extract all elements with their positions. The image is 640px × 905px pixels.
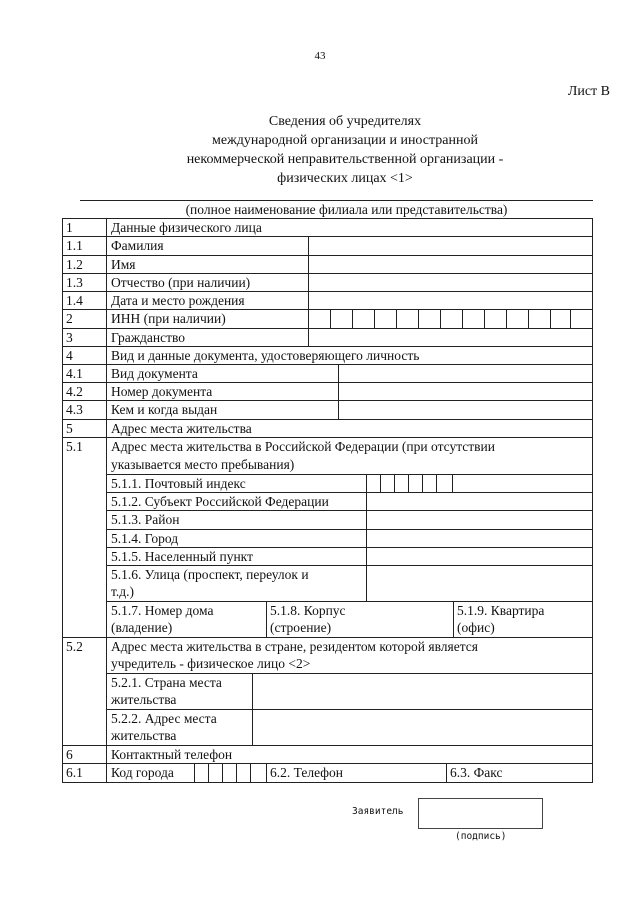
field-label: 6.2. Телефон (270, 765, 343, 780)
field-label: ИНН (при наличии) (111, 311, 226, 326)
field-label: (строение) (270, 620, 332, 635)
field-label: 5.1.3. Район (111, 512, 180, 527)
grid-line (62, 255, 593, 256)
city-code-cell[interactable] (222, 763, 223, 782)
postal-digit-cell[interactable] (422, 474, 423, 492)
grid-line (308, 236, 309, 310)
field-label: Имя (111, 257, 136, 272)
postal-digit-cell[interactable] (452, 474, 453, 492)
field-label: указывается место пребывания) (111, 457, 295, 472)
inn-digit-cell[interactable] (528, 309, 529, 328)
grid-line (266, 763, 267, 783)
grid-line (266, 601, 267, 638)
inn-digit-cell[interactable] (570, 309, 571, 328)
inn-digit-cell[interactable] (418, 309, 419, 328)
field-label: 5.2.1. Страна места (111, 675, 222, 690)
city-code-cell[interactable] (194, 763, 195, 782)
row-number: 6.1 (66, 765, 83, 780)
signature-label: Заявитель (352, 806, 404, 817)
grid-line (446, 763, 447, 783)
grid-line (308, 328, 309, 347)
signature-box[interactable] (418, 798, 543, 829)
field-label: Номер документа (111, 384, 213, 399)
inn-digit-cell[interactable] (462, 309, 463, 328)
city-code-cell[interactable] (208, 763, 209, 782)
row-number: 5.2 (66, 639, 83, 654)
inn-digit-cell[interactable] (440, 309, 441, 328)
field-label: 5.1.2. Субъект Российской Федерации (111, 494, 329, 509)
field-label: 5.1.6. Улица (проспект, переулок и (111, 567, 309, 582)
row-number: 4.1 (66, 366, 83, 381)
field-label: Фамилия (111, 238, 164, 253)
field-label: (офис) (457, 620, 495, 635)
field-label: Дата и место рождения (111, 293, 245, 308)
inn-digit-cell[interactable] (506, 309, 507, 328)
postal-digit-cell[interactable] (408, 474, 409, 492)
inn-digit-cell[interactable] (374, 309, 375, 328)
inn-digit-cell[interactable] (330, 309, 331, 328)
field-label: 5.1.7. Номер дома (111, 603, 214, 618)
postal-digit-cell[interactable] (394, 474, 395, 492)
title-line: некоммерческой неправительственной организации - (186, 152, 504, 167)
grid-line (308, 309, 309, 329)
field-label: Адрес места жительства в стране, резидентом которой является (111, 639, 478, 654)
title-line: международной организации и иностранной (212, 133, 478, 148)
field-label: жительства (111, 728, 177, 743)
grid-line (366, 474, 367, 602)
row-number: 1.4 (66, 293, 83, 308)
field-label: Гражданство (111, 330, 186, 345)
field-label: 5.1.5. Населенный пункт (111, 549, 253, 564)
field-label: Код города (111, 765, 174, 780)
inn-digit-cell[interactable] (352, 309, 353, 328)
field-label: учредитель - физическое лицо <2> (111, 656, 311, 671)
grid-line (62, 782, 593, 783)
form-title (100, 112, 590, 188)
row-number: 4.3 (66, 402, 83, 417)
row-number: 4.2 (66, 384, 83, 399)
inn-digit-cell[interactable] (484, 309, 485, 328)
field-label: Контактный телефон (111, 747, 233, 762)
grid-line (252, 673, 253, 746)
grid-line (62, 218, 63, 783)
field-label: (владение) (111, 620, 173, 635)
field-label: Вид документа (111, 366, 198, 381)
postal-digit-cell[interactable] (380, 474, 381, 492)
title-line: Сведения об учредителях (268, 114, 422, 129)
grid-line (592, 218, 593, 783)
row-number: 6 (66, 747, 73, 762)
grid-line (453, 601, 454, 638)
field-label: 5.2.2. Адрес места (111, 711, 217, 726)
row-number: 1.3 (66, 275, 83, 290)
field-label: т.д.) (111, 584, 134, 599)
field-label: Адрес места жительства в Российской Федерации (при отсутствии (111, 439, 495, 454)
field-label: Отчество (при наличии) (111, 275, 251, 290)
grid-line (106, 529, 593, 530)
row-number: 5 (66, 421, 73, 436)
founder-data-table (62, 218, 593, 810)
field-label: Данные физического лица (111, 220, 262, 235)
field-label: жительства (111, 692, 177, 707)
row-number: 3 (66, 330, 73, 345)
title-line: физических лицах <1> (277, 171, 413, 186)
field-label: Кем и когда выдан (111, 402, 218, 417)
row-number: 2 (66, 311, 73, 326)
row-number: 4 (66, 348, 73, 363)
row-number: 5.1 (66, 439, 83, 454)
row-number: 1.1 (66, 238, 83, 253)
field-label: Вид и данные документа, удостоверяющего личность (111, 348, 420, 363)
postal-digit-cell[interactable] (436, 474, 437, 492)
inn-digit-cell[interactable] (396, 309, 397, 328)
field-label: 6.3. Факс (450, 765, 503, 780)
row-number: 1 (66, 220, 73, 235)
inn-digit-cell[interactable] (550, 309, 551, 328)
field-label: Адрес места жительства (111, 421, 252, 436)
city-code-cell[interactable] (236, 763, 237, 782)
city-code-cell[interactable] (250, 763, 251, 782)
field-label: 5.1.4. Город (111, 531, 179, 546)
field-label: 5.1.8. Корпус (270, 603, 346, 618)
grid-line (338, 364, 339, 420)
organization-name-line[interactable] (80, 200, 593, 201)
row-number: 1.2 (66, 257, 83, 272)
signature-caption: (подпись) (455, 831, 507, 842)
field-label: 5.1.1. Почтовый индекс (111, 476, 246, 491)
grid-line (106, 218, 107, 783)
sheet-label: Лист В (567, 84, 610, 99)
page-number: 43 (314, 50, 326, 62)
field-label: 5.1.9. Квартира (457, 603, 545, 618)
organization-name-caption: (полное наименование филиала или представительства) (185, 202, 508, 217)
